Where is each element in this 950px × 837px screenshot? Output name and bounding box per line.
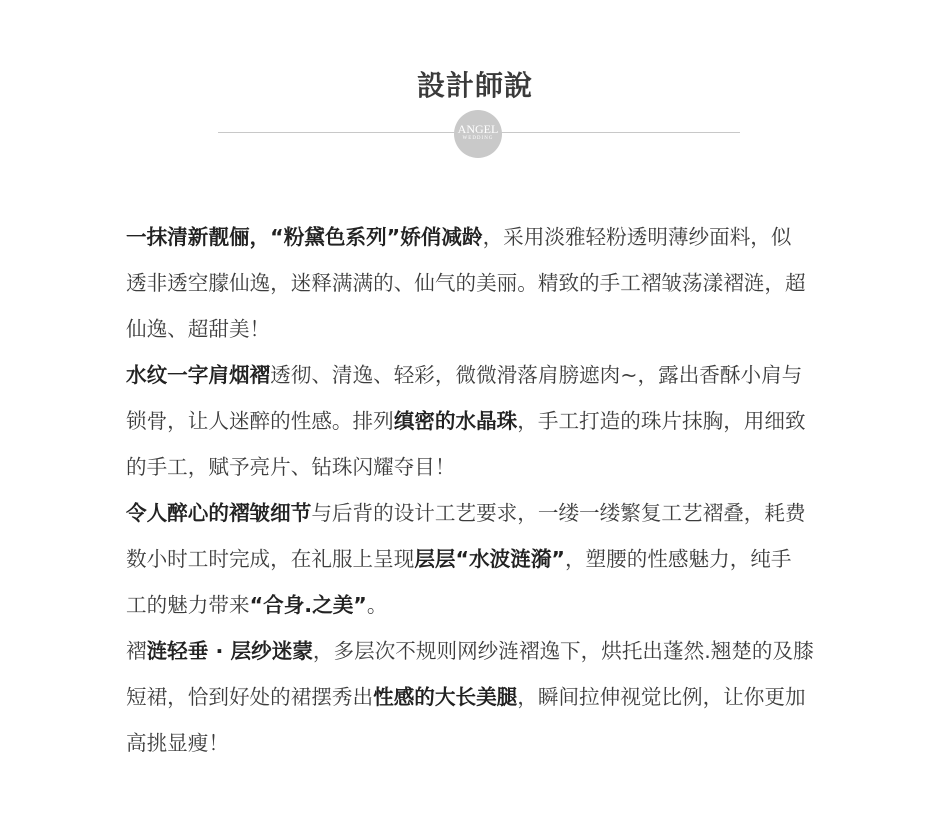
text-line (126, 356, 846, 402)
highlight-text: 一抹清新靓俪，“粉黛色系列”娇俏减龄 (126, 225, 483, 249)
angel-wedding-logo (454, 110, 502, 158)
text-line (126, 632, 846, 678)
highlight-text: 性感的大长美腿 (373, 685, 518, 709)
highlight-text: 缜密的水晶珠 (393, 409, 518, 433)
page-title: 設計師說 (416, 69, 533, 102)
text-line (126, 310, 846, 356)
highlight-text: “合身.之美” (249, 593, 367, 617)
paragraph (126, 494, 846, 632)
body-text: ，瞬间拉伸视觉比例，让你更加 (517, 685, 806, 709)
body-text: 高挑显瘦！ (126, 731, 229, 755)
body-text: 短裙，恰到好处的裙摆秀出 (126, 685, 374, 709)
body-text: 工的魅力带来 (126, 593, 250, 617)
body-text: ，采用淡雅轻粉透明薄纱面料，似 (482, 225, 792, 249)
body-text: ，手工打造的珠片抹胸，用细致 (517, 409, 806, 433)
text-line (126, 402, 846, 448)
highlight-text: 水纹一字肩烟褶 (126, 363, 271, 387)
paragraph (126, 218, 846, 356)
body-text: 。 (366, 593, 388, 617)
text-line (126, 264, 846, 310)
description-body (126, 218, 846, 770)
body-text: 与后背的设计工艺要求，一缕一缕繁复工艺褶叠，耗费 (311, 501, 806, 525)
paragraph (126, 632, 846, 770)
body-text: 透彻、清逸、轻彩，微微滑落肩膀遮肉~，露出香酥小肩与 (270, 363, 803, 387)
body-text: 褶 (126, 639, 147, 663)
text-line (126, 448, 846, 494)
text-line (126, 586, 846, 632)
body-text: 的手工，赋予亮片、钻珠闪耀夺目！ (126, 455, 456, 479)
text-line (126, 540, 846, 586)
logo-subtext: WEDDING (462, 136, 494, 141)
body-text: 透非透空朦仙逸，迷释满满的、仙气的美丽。精致的手工褶皱荡漾褶涟，超 (126, 271, 806, 295)
body-text: 数小时工时完成，在礼服上呈现 (126, 547, 415, 571)
logo-text: ANGEL (457, 122, 499, 136)
highlight-text: 层层“水波涟漪” (414, 547, 565, 571)
text-line (126, 494, 846, 540)
highlight-text: 涟轻垂 · 层纱迷蒙 (146, 639, 313, 663)
highlight-text: 令人醉心的褶皱细节 (126, 501, 312, 525)
text-line (126, 678, 846, 724)
body-text: ，塑腰的性感魅力，纯手 (564, 547, 792, 571)
text-line (126, 724, 846, 770)
body-text: 仙逸、超甜美！ (126, 317, 271, 341)
body-text: ，多层次不规则网纱涟褶逸下，烘托出蓬然.翘楚的及膝 (312, 639, 814, 663)
body-text: 锁骨，让人迷醉的性感。排列 (126, 409, 394, 433)
text-line (126, 218, 846, 264)
paragraph (126, 356, 846, 494)
